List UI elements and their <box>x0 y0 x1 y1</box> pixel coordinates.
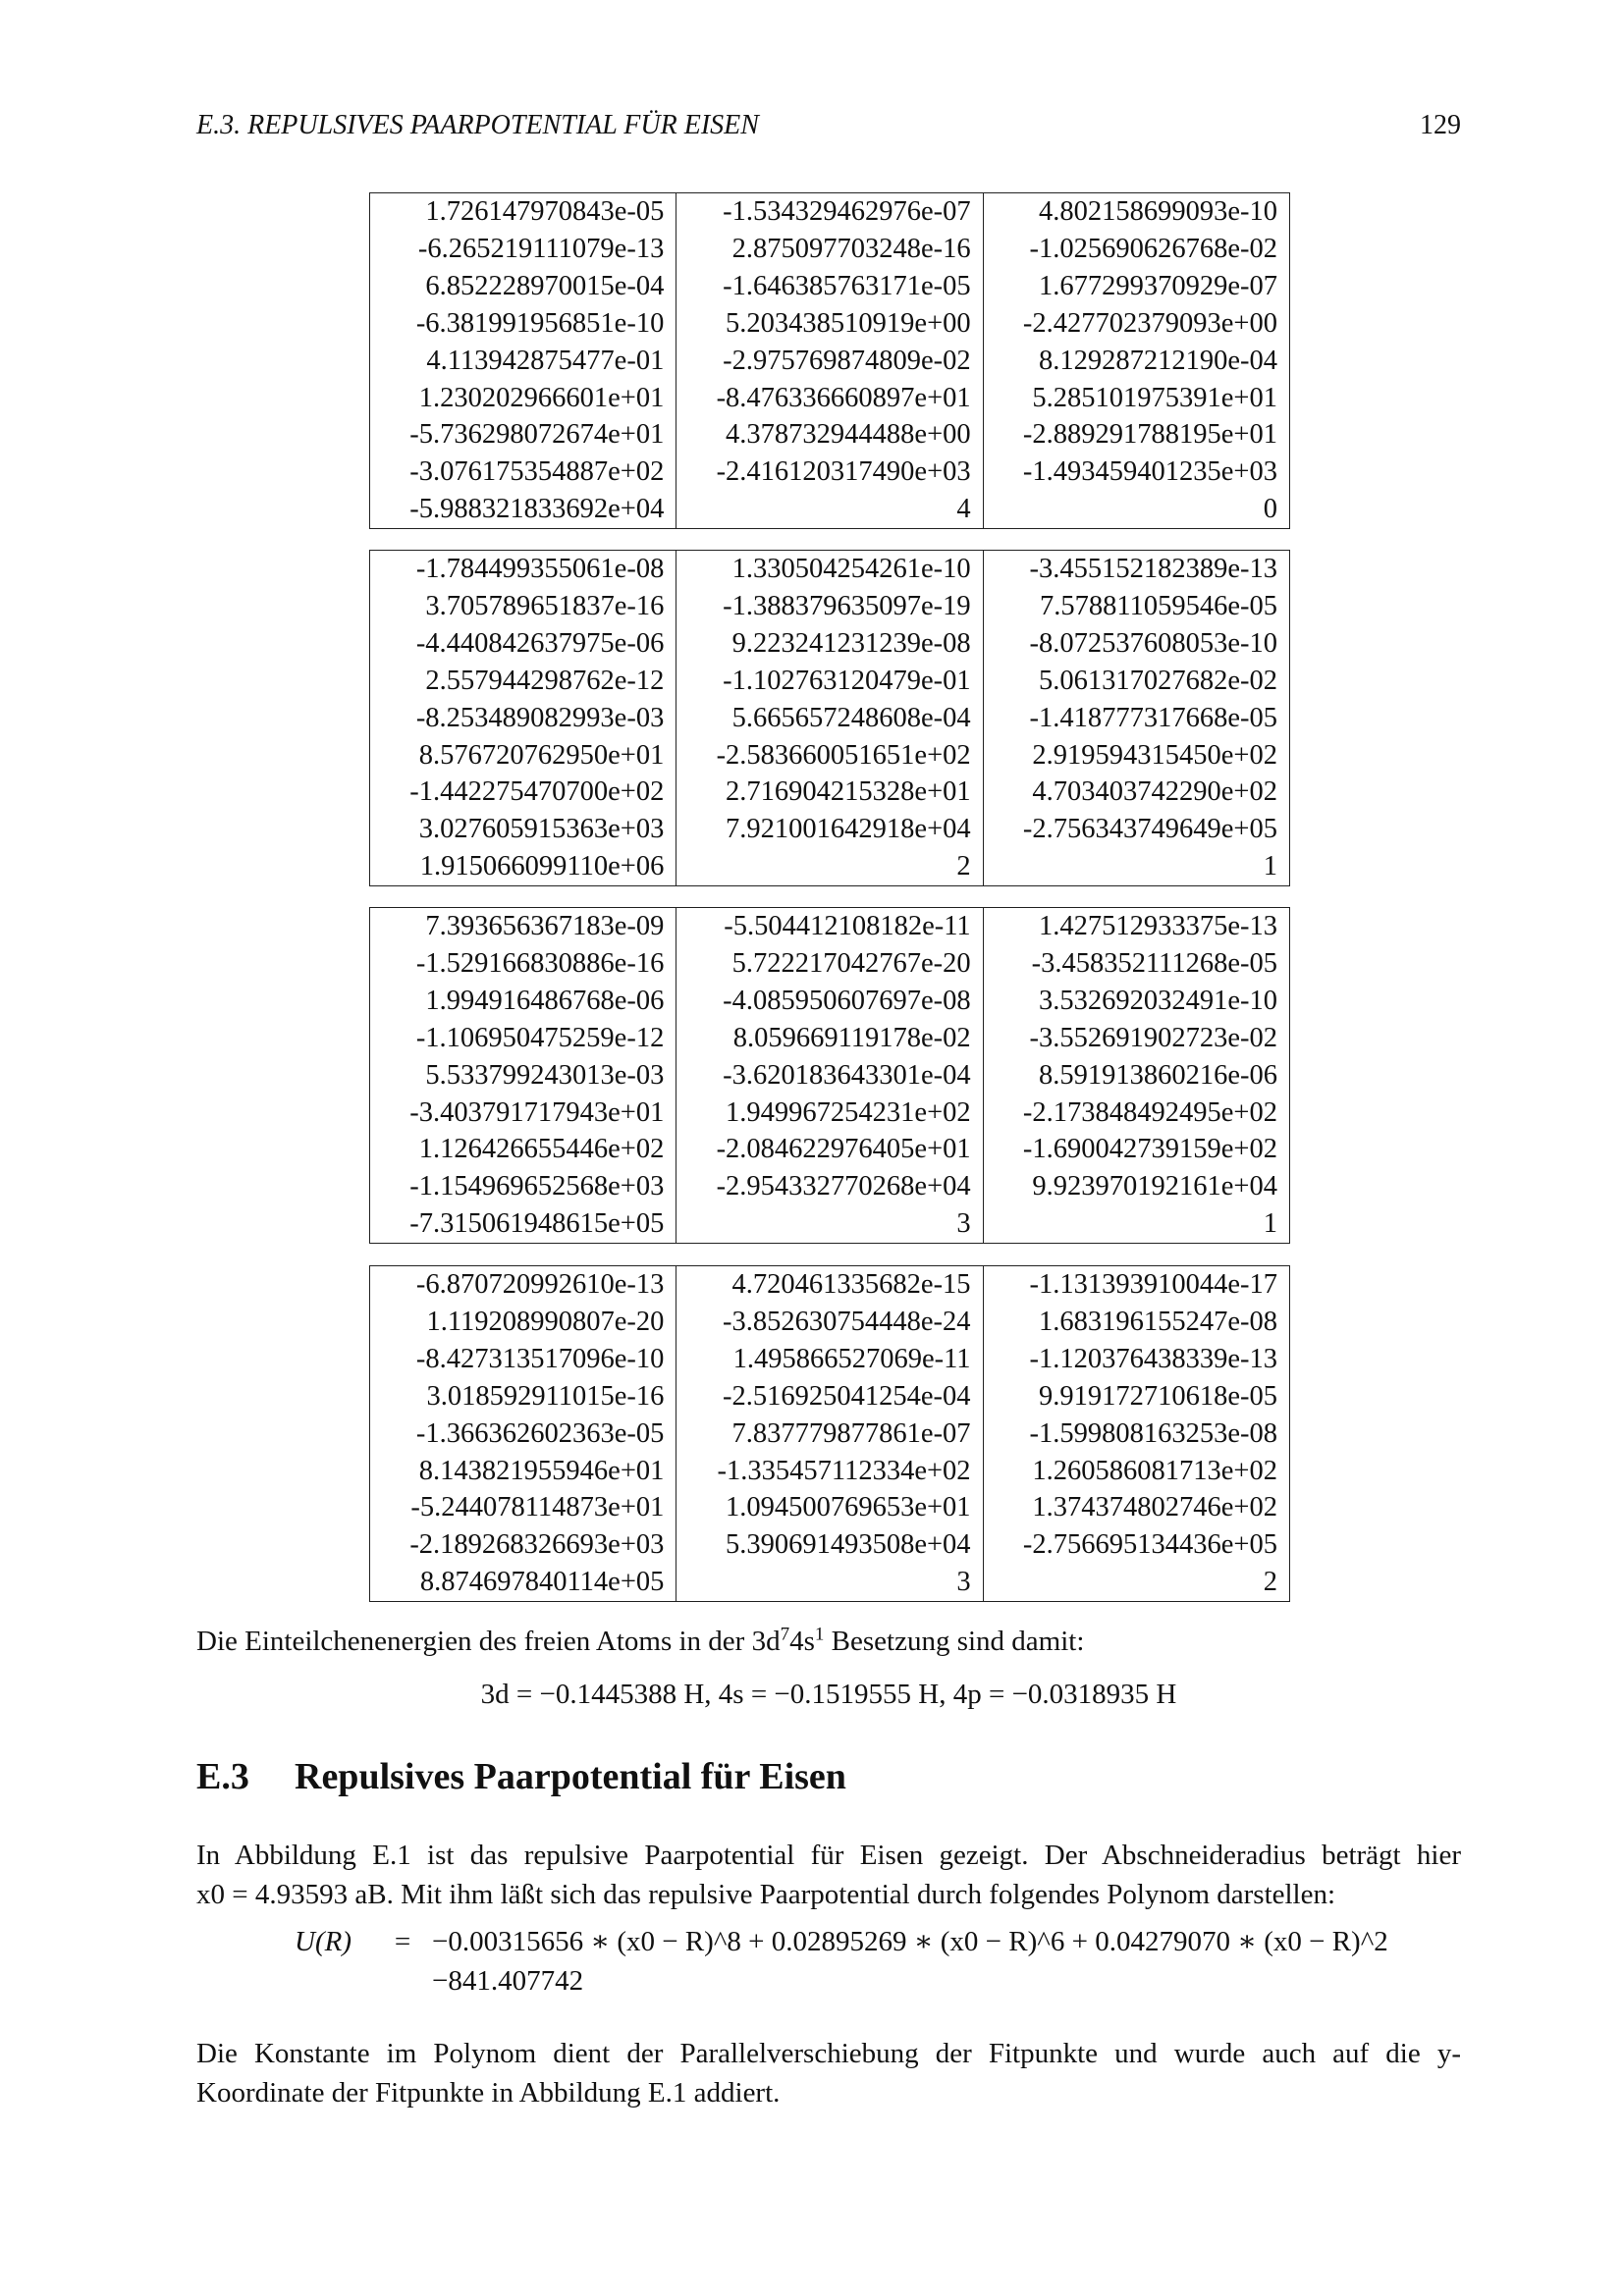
energies-values: 3d = −0.1445388 H, 4s = −0.1519555 H, 4p = −0.0318935 H <box>480 1679 1177 1710</box>
table-cell: -3.455152182389e-13 <box>983 551 1289 588</box>
table-cell: -5.988321833692e+04 <box>370 491 676 528</box>
table-cell: 1.949967254231e+02 <box>676 1095 983 1132</box>
table-cell: -1.599808163253e-08 <box>983 1415 1289 1453</box>
table-cell: -1.529166830886e-16 <box>370 945 676 983</box>
table-cell: 8.591913860216e-06 <box>983 1057 1289 1095</box>
table-row <box>370 945 1290 983</box>
table-cell: 1.677299370929e-07 <box>983 268 1289 305</box>
table-cell: 9.919172710618e-05 <box>983 1378 1289 1415</box>
running-header <box>196 110 1461 149</box>
table-cell: -1.025690626768e-02 <box>983 231 1289 268</box>
table-cell: 5.061317027682e-02 <box>983 663 1289 700</box>
table-cell: -2.756343749649e+05 <box>983 811 1289 848</box>
table-row <box>370 774 1290 811</box>
table-cell: 2 <box>983 1564 1289 1601</box>
table-cell: -3.403791717943e+01 <box>370 1095 676 1132</box>
table-row <box>370 1205 1290 1243</box>
table-row <box>370 625 1290 663</box>
table-cell: -3.458352111268e-05 <box>983 945 1289 983</box>
paragraph-1-line-1: In Abbildung E.1 ist das repulsive Paarpotential für Eisen gezeigt. Der Abschneideradius beträgt hier <box>196 1840 1461 1871</box>
table-row <box>370 1378 1290 1415</box>
energies-intro: Die Einteilchenenergien des freien Atoms in der $3d^74s^1$ Besetzung sind damit: <box>196 1624 1085 1657</box>
table-cell: 0 <box>983 491 1289 528</box>
table-cell: -8.072537608053e-10 <box>983 625 1289 663</box>
table-row <box>370 1020 1290 1057</box>
paragraph-2-line-1: Die Konstante im Polynom dient der Parallelverschiebung der Fitpunkte und wurde auch auf die y- <box>196 2038 1461 2069</box>
table-cell: 4.703403742290e+02 <box>983 774 1289 811</box>
table-cell: -1.102763120479e-01 <box>676 663 983 700</box>
coefficient-table-3 <box>369 907 1290 1244</box>
table-cell: -5.736298072674e+01 <box>370 416 676 454</box>
table-row <box>370 737 1290 774</box>
table-cell: -3.620183643301e-04 <box>676 1057 983 1095</box>
table-cell: -2.084622976405e+01 <box>676 1131 983 1168</box>
formula-line-1: −0.00315656 ∗ (x0 − R)^8 + 0.02895269 ∗ (x0 − R)^6 + 0.04279070 ∗ (x0 − R)^2 <box>432 1926 1388 1957</box>
table-cell: 7.578811059546e-05 <box>983 588 1289 625</box>
table-cell: 2.716904215328e+01 <box>676 774 983 811</box>
table-cell: 2.919594315450e+02 <box>983 737 1289 774</box>
table-cell: 9.923970192161e+04 <box>983 1168 1289 1205</box>
table-row <box>370 1415 1290 1453</box>
table-cell: 1.994916486768e-06 <box>370 983 676 1020</box>
table-cell: -8.427313517096e-10 <box>370 1341 676 1378</box>
table-cell: -3.852630754448e-24 <box>676 1304 983 1341</box>
table-row <box>370 268 1290 305</box>
potential-formula <box>295 1922 1388 2001</box>
table-cell: 5.285101975391e+01 <box>983 380 1289 417</box>
table-cell: 7.393656367183e-09 <box>370 908 676 945</box>
table-cell: 3 <box>676 1564 983 1601</box>
section-title: Repulsives Paarpotential für Eisen <box>295 1756 846 1797</box>
table-cell: -3.076175354887e+02 <box>370 454 676 491</box>
table-cell: -1.784499355061e-08 <box>370 551 676 588</box>
table-row <box>370 983 1290 1020</box>
table-cell: 1 <box>983 1205 1289 1243</box>
table-row <box>370 343 1290 380</box>
table-cell: 1.230202966601e+01 <box>370 380 676 417</box>
table-cell: -2.954332770268e+04 <box>676 1168 983 1205</box>
table-cell: -4.085950607697e-08 <box>676 983 983 1020</box>
table-cell: -5.244078114873e+01 <box>370 1489 676 1526</box>
table-cell: -2.583660051651e+02 <box>676 737 983 774</box>
table-cell: 1.915066099110e+06 <box>370 848 676 885</box>
table-cell: 5.390691493508e+04 <box>676 1526 983 1564</box>
coefficient-table-1 <box>369 192 1290 529</box>
table-cell: 6.852228970015e-04 <box>370 268 676 305</box>
table-cell: -2.889291788195e+01 <box>983 416 1289 454</box>
table-cell: 7.837779877861e-07 <box>676 1415 983 1453</box>
table-row <box>370 1095 1290 1132</box>
table-cell: -7.315061948615e+05 <box>370 1205 676 1243</box>
table-cell: -2.756695134436e+05 <box>983 1526 1289 1564</box>
running-header-title: E.3. REPULSIVES PAARPOTENTIAL FÜR EISEN <box>196 110 759 140</box>
table-cell: 9.223241231239e-08 <box>676 625 983 663</box>
table-cell: 1.094500769653e+01 <box>676 1489 983 1526</box>
table-cell: -1.418777317668e-05 <box>983 700 1289 737</box>
table-cell: -6.381991956851e-10 <box>370 305 676 343</box>
table-row <box>370 305 1290 343</box>
formula-lhs: U(R) <box>295 1926 352 1957</box>
table-row <box>370 908 1290 945</box>
table-row <box>370 491 1290 528</box>
table-cell: -1.442275470700e+02 <box>370 774 676 811</box>
section-number: E.3 <box>196 1756 249 1797</box>
table-cell: 8.874697840114e+05 <box>370 1564 676 1601</box>
table-cell: -6.870720992610e-13 <box>370 1266 676 1304</box>
table-cell: 4.720461335682e-15 <box>676 1266 983 1304</box>
table-cell: -1.690042739159e+02 <box>983 1131 1289 1168</box>
table-row <box>370 454 1290 491</box>
table-cell: -6.265219111079e-13 <box>370 231 676 268</box>
table-row <box>370 663 1290 700</box>
table-cell: 3.018592911015e-16 <box>370 1378 676 1415</box>
coefficient-table-2 <box>369 550 1290 886</box>
table-row <box>370 588 1290 625</box>
table-row <box>370 193 1290 231</box>
table-cell: 8.576720762950e+01 <box>370 737 676 774</box>
table-cell: -1.131393910044e-17 <box>983 1266 1289 1304</box>
paragraph-2-line-2: Koordinate der Fitpunkte in Abbildung E.1 addiert. <box>196 2077 781 2109</box>
table-cell: 1.260586081713e+02 <box>983 1453 1289 1490</box>
table-cell: 1.427512933375e-13 <box>983 908 1289 945</box>
table-row <box>370 1304 1290 1341</box>
table-cell: -1.366362602363e-05 <box>370 1415 676 1453</box>
paragraph-2 <box>196 2034 1461 2112</box>
table-cell: 5.203438510919e+00 <box>676 305 983 343</box>
table-cell: 4.802158699093e-10 <box>983 193 1289 231</box>
table-cell: -4.440842637975e-06 <box>370 625 676 663</box>
table-cell: 1 <box>983 848 1289 885</box>
table-cell: 5.665657248608e-04 <box>676 700 983 737</box>
table-cell: -8.253489082993e-03 <box>370 700 676 737</box>
table-row <box>370 231 1290 268</box>
table-cell: 1.726147970843e-05 <box>370 193 676 231</box>
table-cell: 3.532692032491e-10 <box>983 983 1289 1020</box>
table-row <box>370 1057 1290 1095</box>
table-row <box>370 416 1290 454</box>
table-cell: -1.154969652568e+03 <box>370 1168 676 1205</box>
table-cell: -1.493459401235e+03 <box>983 454 1289 491</box>
table-row <box>370 380 1290 417</box>
table-cell: 1.119208990807e-20 <box>370 1304 676 1341</box>
section-heading <box>196 1755 846 1798</box>
table-cell: 5.533799243013e-03 <box>370 1057 676 1095</box>
table-cell: 3.705789651837e-16 <box>370 588 676 625</box>
table-row <box>370 1266 1290 1304</box>
table-cell: 2.875097703248e-16 <box>676 231 983 268</box>
table-cell: -1.534329462976e-07 <box>676 193 983 231</box>
table-row <box>370 1526 1290 1564</box>
paragraph-1-line-2: x0 = 4.93593 aB. Mit ihm läßt sich das repulsive Paarpotential durch folgendes Polynom darstellen: <box>196 1879 1336 1910</box>
table-cell: -8.476336660897e+01 <box>676 380 983 417</box>
table-cell: -2.975769874809e-02 <box>676 343 983 380</box>
table-row <box>370 1564 1290 1601</box>
table-cell: 5.722217042767e-20 <box>676 945 983 983</box>
table-cell: 2 <box>676 848 983 885</box>
table-row <box>370 1489 1290 1526</box>
table-cell: 1.126426655446e+02 <box>370 1131 676 1168</box>
table-cell: 3.027605915363e+03 <box>370 811 676 848</box>
table-cell: 4.378732944488e+00 <box>676 416 983 454</box>
table-cell: -2.173848492495e+02 <box>983 1095 1289 1132</box>
table-cell: 7.921001642918e+04 <box>676 811 983 848</box>
table-row <box>370 1131 1290 1168</box>
coefficient-table-4 <box>369 1265 1290 1602</box>
table-cell: 2.557944298762e-12 <box>370 663 676 700</box>
table-cell: 1.374374802746e+02 <box>983 1489 1289 1526</box>
table-cell: 1.330504254261e-10 <box>676 551 983 588</box>
table-cell: 4.113942875477e-01 <box>370 343 676 380</box>
table-cell: 1.495866527069e-11 <box>676 1341 983 1378</box>
paragraph-1 <box>196 1836 1461 1914</box>
table-cell: 8.129287212190e-04 <box>983 343 1289 380</box>
table-cell: -2.189268326693e+03 <box>370 1526 676 1564</box>
table-row <box>370 551 1290 588</box>
table-row <box>370 1341 1290 1378</box>
table-cell: -1.335457112334e+02 <box>676 1453 983 1490</box>
table-row <box>370 811 1290 848</box>
page-number: 129 <box>1420 110 1461 140</box>
table-cell: -1.646385763171e-05 <box>676 268 983 305</box>
table-cell: 8.059669119178e-02 <box>676 1020 983 1057</box>
table-cell: -3.552691902723e-02 <box>983 1020 1289 1057</box>
table-cell: -1.106950475259e-12 <box>370 1020 676 1057</box>
table-row <box>370 1453 1290 1490</box>
table-cell: 1.683196155247e-08 <box>983 1304 1289 1341</box>
table-row <box>370 1168 1290 1205</box>
table-cell: -1.388379635097e-19 <box>676 588 983 625</box>
formula-line-2: −841.407742 <box>432 1965 584 1997</box>
formula-equals: = <box>394 1926 411 1957</box>
table-cell: -2.416120317490e+03 <box>676 454 983 491</box>
table-cell: 8.143821955946e+01 <box>370 1453 676 1490</box>
table-cell: -2.427702379093e+00 <box>983 305 1289 343</box>
table-row <box>370 848 1290 885</box>
table-cell: 3 <box>676 1205 983 1243</box>
table-cell: -2.516925041254e-04 <box>676 1378 983 1415</box>
table-cell: 4 <box>676 491 983 528</box>
table-cell: -5.504412108182e-11 <box>676 908 983 945</box>
table-row <box>370 700 1290 737</box>
table-cell: -1.120376438339e-13 <box>983 1341 1289 1378</box>
